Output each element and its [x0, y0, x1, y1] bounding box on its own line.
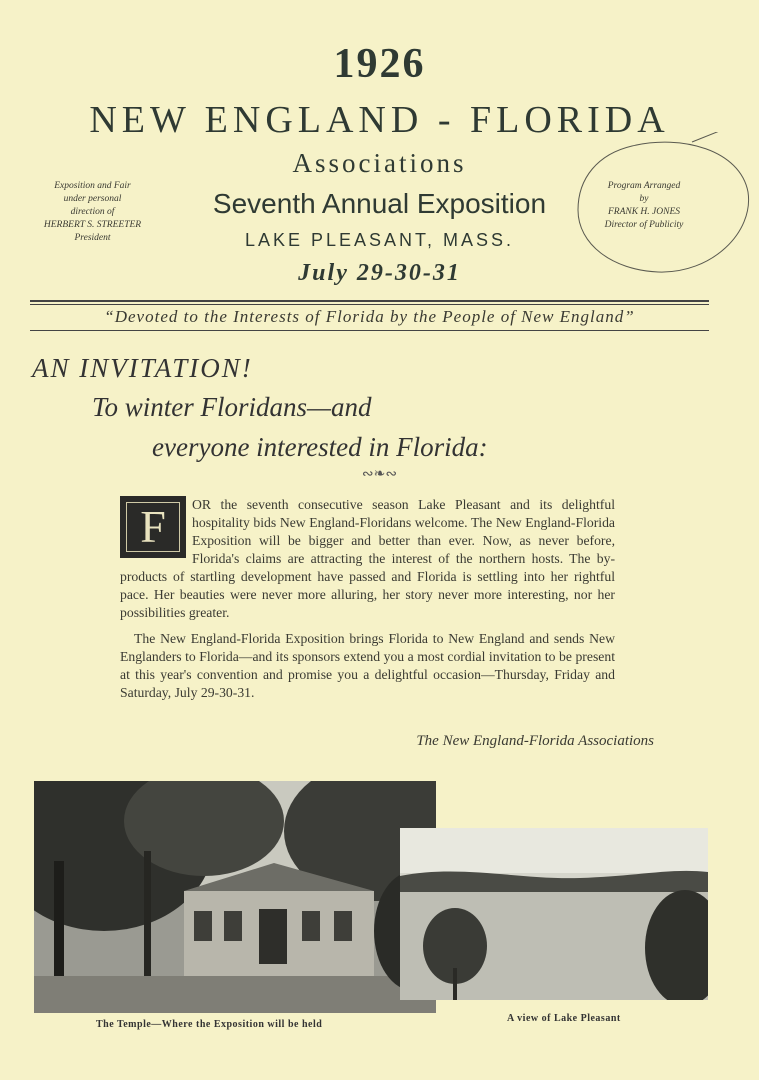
- left-note-line: under personal: [63, 194, 122, 204]
- lake-caption: A view of Lake Pleasant: [507, 1013, 621, 1024]
- temple-caption: The Temple—Where the Exposition will be held: [96, 1019, 323, 1030]
- lake-photo: [400, 828, 708, 1000]
- paragraph: [120, 496, 615, 622]
- associations-subtitle: Associations: [292, 148, 467, 178]
- body-text: [120, 496, 615, 710]
- temple-photo: [34, 781, 436, 1013]
- right-note-line: Program Arranged: [607, 181, 681, 191]
- right-note-line: FRANK H. JONES: [607, 207, 681, 217]
- invitation-line: everyone interested in Florida:: [152, 432, 488, 462]
- invitation-heading: AN INVITATION!: [32, 353, 253, 383]
- left-note-line: Exposition and Fair: [54, 181, 131, 191]
- paragraph: The New England-Florida Exposition brings Florida to New England and sends New Englanders to Florida—and its sponsors extend you a most cordial invitation to be present at this year's convention and promise you a delightful occasion—Thursday, Friday and Saturday, July 29-30-31.: [120, 631, 615, 700]
- ornament: ∾❧∾: [361, 467, 398, 482]
- right-note-line: Director of Publicity: [604, 220, 684, 230]
- rule-bottom: [30, 330, 709, 331]
- page-title: NEW ENGLAND - FLORIDA: [89, 99, 670, 141]
- paragraph-text: OR the seventh consecutive season Lake Pleasant and its delightful hospitality bids New England-Floridans welcome. The New England-Florida Exposition will be bigger and better than ever. Now, as never before, Florida's claims are attracting the interest of the northern hosts. The by-products of startling development have passed and Florida is settling into her rightful pace. Her beauties were never more alluring, her story never more interesting, nor her possibilities greater.: [120, 497, 615, 620]
- invitation-line: To winter Floridans—and: [92, 392, 372, 422]
- rule-thick: [30, 300, 709, 302]
- motto: “Devoted to the Interests of Florida by the People of New England”: [104, 307, 635, 326]
- year-heading: 1926: [333, 41, 426, 87]
- location-text: LAKE PLEASANT, MASS.: [244, 230, 515, 250]
- left-note: [20, 180, 165, 245]
- right-note: [578, 180, 710, 232]
- left-note-line: President: [74, 233, 111, 243]
- exposition-title: Seventh Annual Exposition: [212, 188, 547, 219]
- drop-cap: [120, 496, 186, 558]
- left-note-line: direction of: [70, 207, 115, 217]
- rule-thin: [30, 304, 709, 305]
- signature: The New England-Florida Associations: [416, 733, 654, 749]
- drop-cap-letter: F: [126, 502, 180, 552]
- left-note-line: HERBERT S. STREETER: [43, 220, 142, 230]
- right-note-line: by: [639, 194, 649, 204]
- dates-text: July 29-30-31: [298, 260, 461, 286]
